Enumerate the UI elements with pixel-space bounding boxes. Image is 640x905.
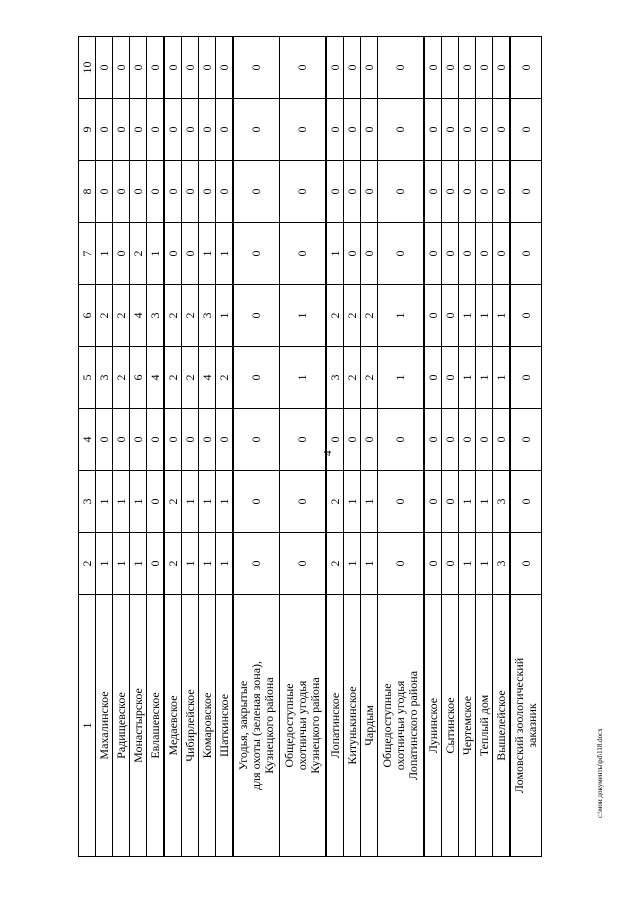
value-cell: 0 [164,161,182,223]
value-cell: 0 [164,223,182,285]
table-row [493,37,511,857]
value-cell: 0 [130,37,147,99]
value-cell: 4 [147,347,165,409]
value-cell: 0 [96,99,113,161]
value-cell: 0 [459,409,476,471]
value-cell: 1 [182,533,199,595]
row-name-text: Радищевское [113,692,128,759]
value-cell: 0 [476,37,493,99]
value-cell: 0 [199,99,216,161]
value-cell: 1 [361,471,378,533]
table-row [182,37,199,857]
value-cell: 0 [147,37,165,99]
row-name-cell [361,595,378,857]
value-cell: 0 [378,161,425,223]
row-name-line: Лопатинского района [406,670,420,781]
value-cell: 0 [510,409,542,471]
table-row [344,37,361,857]
row-name-text: Теплый дом [476,694,491,757]
value-cell: 0 [113,409,130,471]
row-name-cell [493,595,511,857]
row-name-text: Евлашевское [147,692,162,759]
value-cell: 0 [164,37,182,99]
value-cell: 0 [424,223,442,285]
value-cell: 0 [424,37,442,99]
page-number: 4 [322,450,334,456]
value-cell: 0 [280,37,327,99]
header-cell: 2 [79,533,96,595]
value-cell: 2 [326,533,344,595]
header-row [79,37,96,857]
value-cell: 0 [182,99,199,161]
value-cell: 1 [216,471,234,533]
value-cell: 2 [344,347,361,409]
value-cell: 0 [493,223,511,285]
value-cell: 0 [199,37,216,99]
table-row [130,37,147,857]
row-name-line: Ломовский зоологический [512,657,526,794]
value-cell: 0 [378,37,425,99]
value-cell: 0 [130,409,147,471]
row-name-cell [233,595,280,857]
value-cell: 0 [216,37,234,99]
table-row [113,37,130,857]
value-cell: 0 [459,37,476,99]
value-cell: 0 [96,409,113,471]
value-cell: 1 [344,533,361,595]
row-name-line: Общедоступные [380,683,394,768]
value-cell: 1 [344,471,361,533]
row-name-cell [476,595,493,857]
row-name-line: Общедоступные [282,683,296,768]
value-cell: 1 [493,347,511,409]
value-cell: 2 [361,285,378,347]
row-name-cell [199,595,216,857]
table-row [424,37,442,857]
header-cell: 5 [79,347,96,409]
value-cell: 0 [216,99,234,161]
value-cell: 0 [378,409,425,471]
footer-path: c:\мои документы\pd\118.docx [596,728,604,818]
row-name-text: Медаевское [165,695,180,756]
value-cell: 0 [113,99,130,161]
value-cell: 2 [164,347,182,409]
value-cell: 0 [361,223,378,285]
value-cell: 0 [147,533,165,595]
value-cell: 0 [113,161,130,223]
value-cell: 0 [361,99,378,161]
row-name-cell [216,595,234,857]
value-cell: 2 [164,533,182,595]
value-cell: 1 [378,347,425,409]
value-cell: 1 [216,223,234,285]
value-cell: 1 [130,471,147,533]
value-cell: 0 [476,99,493,161]
row-name-text: Сытинское [442,697,457,754]
row-name-text: Чертемское [459,695,474,756]
row-name-line: охотничьи угодья [393,680,407,771]
value-cell: 0 [442,409,459,471]
value-cell: 0 [280,533,327,595]
value-cell: 2 [130,223,147,285]
row-name-cell [459,595,476,857]
value-cell: 0 [510,285,542,347]
value-cell: 1 [326,223,344,285]
value-cell: 0 [510,161,542,223]
value-cell: 0 [361,37,378,99]
value-cell: 1 [216,285,234,347]
row-name-line: Кузнецкого района [262,677,276,774]
value-cell: 0 [164,409,182,471]
value-cell: 0 [113,37,130,99]
value-cell: 0 [344,409,361,471]
value-cell: 0 [424,285,442,347]
value-cell: 0 [442,223,459,285]
value-cell: 0 [326,161,344,223]
value-cell: 0 [476,223,493,285]
value-cell: 0 [216,161,234,223]
value-cell: 0 [442,471,459,533]
row-name-line: Угодья, закрытые [236,680,250,771]
value-cell: 0 [424,161,442,223]
row-name-cell [182,595,199,857]
value-cell: 0 [493,409,511,471]
value-cell: 0 [378,533,425,595]
table-row [510,37,542,857]
row-name-line: для охоты (зеленая зона), [249,660,263,791]
table-row [96,37,113,857]
value-cell: 0 [280,99,327,161]
value-cell: 0 [130,99,147,161]
row-name-cell [344,595,361,857]
row-name-text: Лопатинское [327,692,342,759]
row-name-text: Чардым [361,705,376,746]
value-cell: 0 [510,347,542,409]
table-row [216,37,234,857]
value-cell: 0 [182,223,199,285]
value-cell: 3 [147,285,165,347]
value-cell: 1 [130,533,147,595]
value-cell: 2 [361,347,378,409]
value-cell: 1 [476,285,493,347]
table-row [378,37,425,857]
row-name-cell [326,595,344,857]
row-name-text: Махалинское [96,691,111,760]
value-cell: 0 [424,533,442,595]
table-row [326,37,344,857]
value-cell: 0 [510,223,542,285]
value-cell: 1 [280,347,327,409]
value-cell: 0 [476,409,493,471]
value-cell: 0 [113,223,130,285]
value-cell: 0 [442,99,459,161]
value-cell: 0 [130,161,147,223]
value-cell: 1 [476,471,493,533]
row-name-cell [280,595,327,857]
row-name-text: Китунькинское [344,686,359,765]
row-name-text: Вышелейское [493,690,508,761]
value-cell: 1 [216,533,234,595]
value-cell: 0 [442,347,459,409]
value-cell: 0 [459,99,476,161]
value-cell: 0 [182,409,199,471]
value-cell: 0 [424,347,442,409]
value-cell: 0 [147,471,165,533]
value-cell: 1 [96,223,113,285]
value-cell: 1 [147,223,165,285]
row-name-line: Кузнецкого района [308,677,322,774]
row-name-text: Чибирлейское [182,689,197,762]
value-cell: 3 [199,285,216,347]
header-cell: 6 [79,285,96,347]
value-cell: 0 [280,161,327,223]
header-cell: 10 [79,37,96,99]
value-cell: 0 [344,223,361,285]
value-cell: 2 [96,285,113,347]
value-cell: 4 [130,285,147,347]
value-cell: 3 [96,347,113,409]
value-cell: 2 [344,285,361,347]
value-cell: 0 [361,409,378,471]
value-cell: 0 [493,161,511,223]
value-cell: 0 [442,37,459,99]
value-cell: 0 [326,37,344,99]
value-cell: 0 [344,99,361,161]
value-cell: 0 [378,471,425,533]
value-cell: 1 [493,285,511,347]
header-cell: 7 [79,223,96,285]
table-row [280,37,327,857]
header-cell: 9 [79,99,96,161]
value-cell: 1 [280,285,327,347]
value-cell: 0 [164,99,182,161]
value-cell: 1 [113,471,130,533]
header-cell: 3 [79,471,96,533]
value-cell: 1 [113,533,130,595]
value-cell: 0 [442,285,459,347]
row-name-line: охотничьи угодья [295,680,309,771]
table-row [199,37,216,857]
value-cell: 2 [216,347,234,409]
value-cell: 3 [493,533,511,595]
table-body [96,37,542,857]
table-row [459,37,476,857]
value-cell: 2 [182,285,199,347]
value-cell: 2 [113,285,130,347]
value-cell: 0 [182,161,199,223]
value-cell: 0 [510,471,542,533]
value-cell: 0 [344,37,361,99]
value-cell: 0 [361,161,378,223]
value-cell: 6 [130,347,147,409]
value-cell: 1 [199,223,216,285]
value-cell: 0 [424,471,442,533]
row-name-cell [378,595,425,857]
value-cell: 1 [459,533,476,595]
value-cell: 0 [493,37,511,99]
value-cell: 0 [280,471,327,533]
value-cell: 0 [233,471,280,533]
value-cell: 2 [113,347,130,409]
header-cell: 1 [79,595,96,857]
value-cell: 0 [233,533,280,595]
value-cell: 1 [182,471,199,533]
value-cell: 0 [233,347,280,409]
value-cell: 1 [199,533,216,595]
row-name-cell [510,595,542,857]
value-cell: 0 [459,223,476,285]
value-cell: 2 [326,285,344,347]
value-cell: 0 [233,37,280,99]
value-cell: 0 [233,99,280,161]
header-cell: 8 [79,161,96,223]
value-cell: 2 [164,471,182,533]
value-cell: 0 [510,37,542,99]
value-cell: 0 [147,161,165,223]
value-cell: 0 [147,409,165,471]
row-name-cell [96,595,113,857]
value-cell: 0 [147,99,165,161]
row-name-text: Лунинское [425,697,440,754]
value-cell: 1 [96,533,113,595]
value-cell: 0 [378,99,425,161]
table-row [361,37,378,857]
value-cell: 1 [476,533,493,595]
value-cell: 0 [233,223,280,285]
value-cell: 0 [233,161,280,223]
value-cell: 0 [233,285,280,347]
value-cell: 3 [493,471,511,533]
value-cell: 0 [326,409,344,471]
value-cell: 0 [182,37,199,99]
value-cell: 0 [280,409,327,471]
value-cell: 4 [199,347,216,409]
value-cell: 0 [510,99,542,161]
value-cell: 1 [459,347,476,409]
row-name-text: Шаткинское [216,693,231,758]
value-cell: 0 [199,161,216,223]
value-cell: 0 [96,37,113,99]
row-name-cell [130,595,147,857]
value-cell: 0 [442,533,459,595]
row-name-cell [442,595,459,857]
value-cell: 0 [233,409,280,471]
rotated-table-container [78,37,542,857]
row-name-cell [424,595,442,857]
value-cell: 1 [96,471,113,533]
row-name-cell [147,595,165,857]
row-name-line: заказник [525,703,539,748]
value-cell: 0 [216,409,234,471]
row-name-text: Комаровское [199,692,214,759]
value-cell: 1 [378,285,425,347]
value-cell: 1 [459,471,476,533]
value-cell: 2 [326,471,344,533]
value-cell: 0 [510,533,542,595]
value-cell: 0 [96,161,113,223]
row-name-text: Монастырское [130,688,145,763]
table-row [476,37,493,857]
value-cell: 0 [493,99,511,161]
value-cell: 0 [442,161,459,223]
data-table [78,36,542,857]
value-cell: 0 [280,223,327,285]
value-cell: 0 [378,223,425,285]
value-cell: 1 [459,285,476,347]
value-cell: 0 [459,161,476,223]
table-row [442,37,459,857]
value-cell: 0 [424,99,442,161]
value-cell: 3 [326,347,344,409]
value-cell: 0 [344,161,361,223]
table-row [164,37,182,857]
value-cell: 1 [199,471,216,533]
table-row [233,37,280,857]
value-cell: 1 [476,347,493,409]
value-cell: 0 [326,99,344,161]
value-cell: 2 [182,347,199,409]
value-cell: 0 [424,409,442,471]
value-cell: 0 [199,409,216,471]
value-cell: 0 [476,161,493,223]
row-name-cell [113,595,130,857]
value-cell: 2 [164,285,182,347]
row-name-cell [164,595,182,857]
header-cell: 4 [79,409,96,471]
table-row [147,37,165,857]
value-cell: 1 [361,533,378,595]
